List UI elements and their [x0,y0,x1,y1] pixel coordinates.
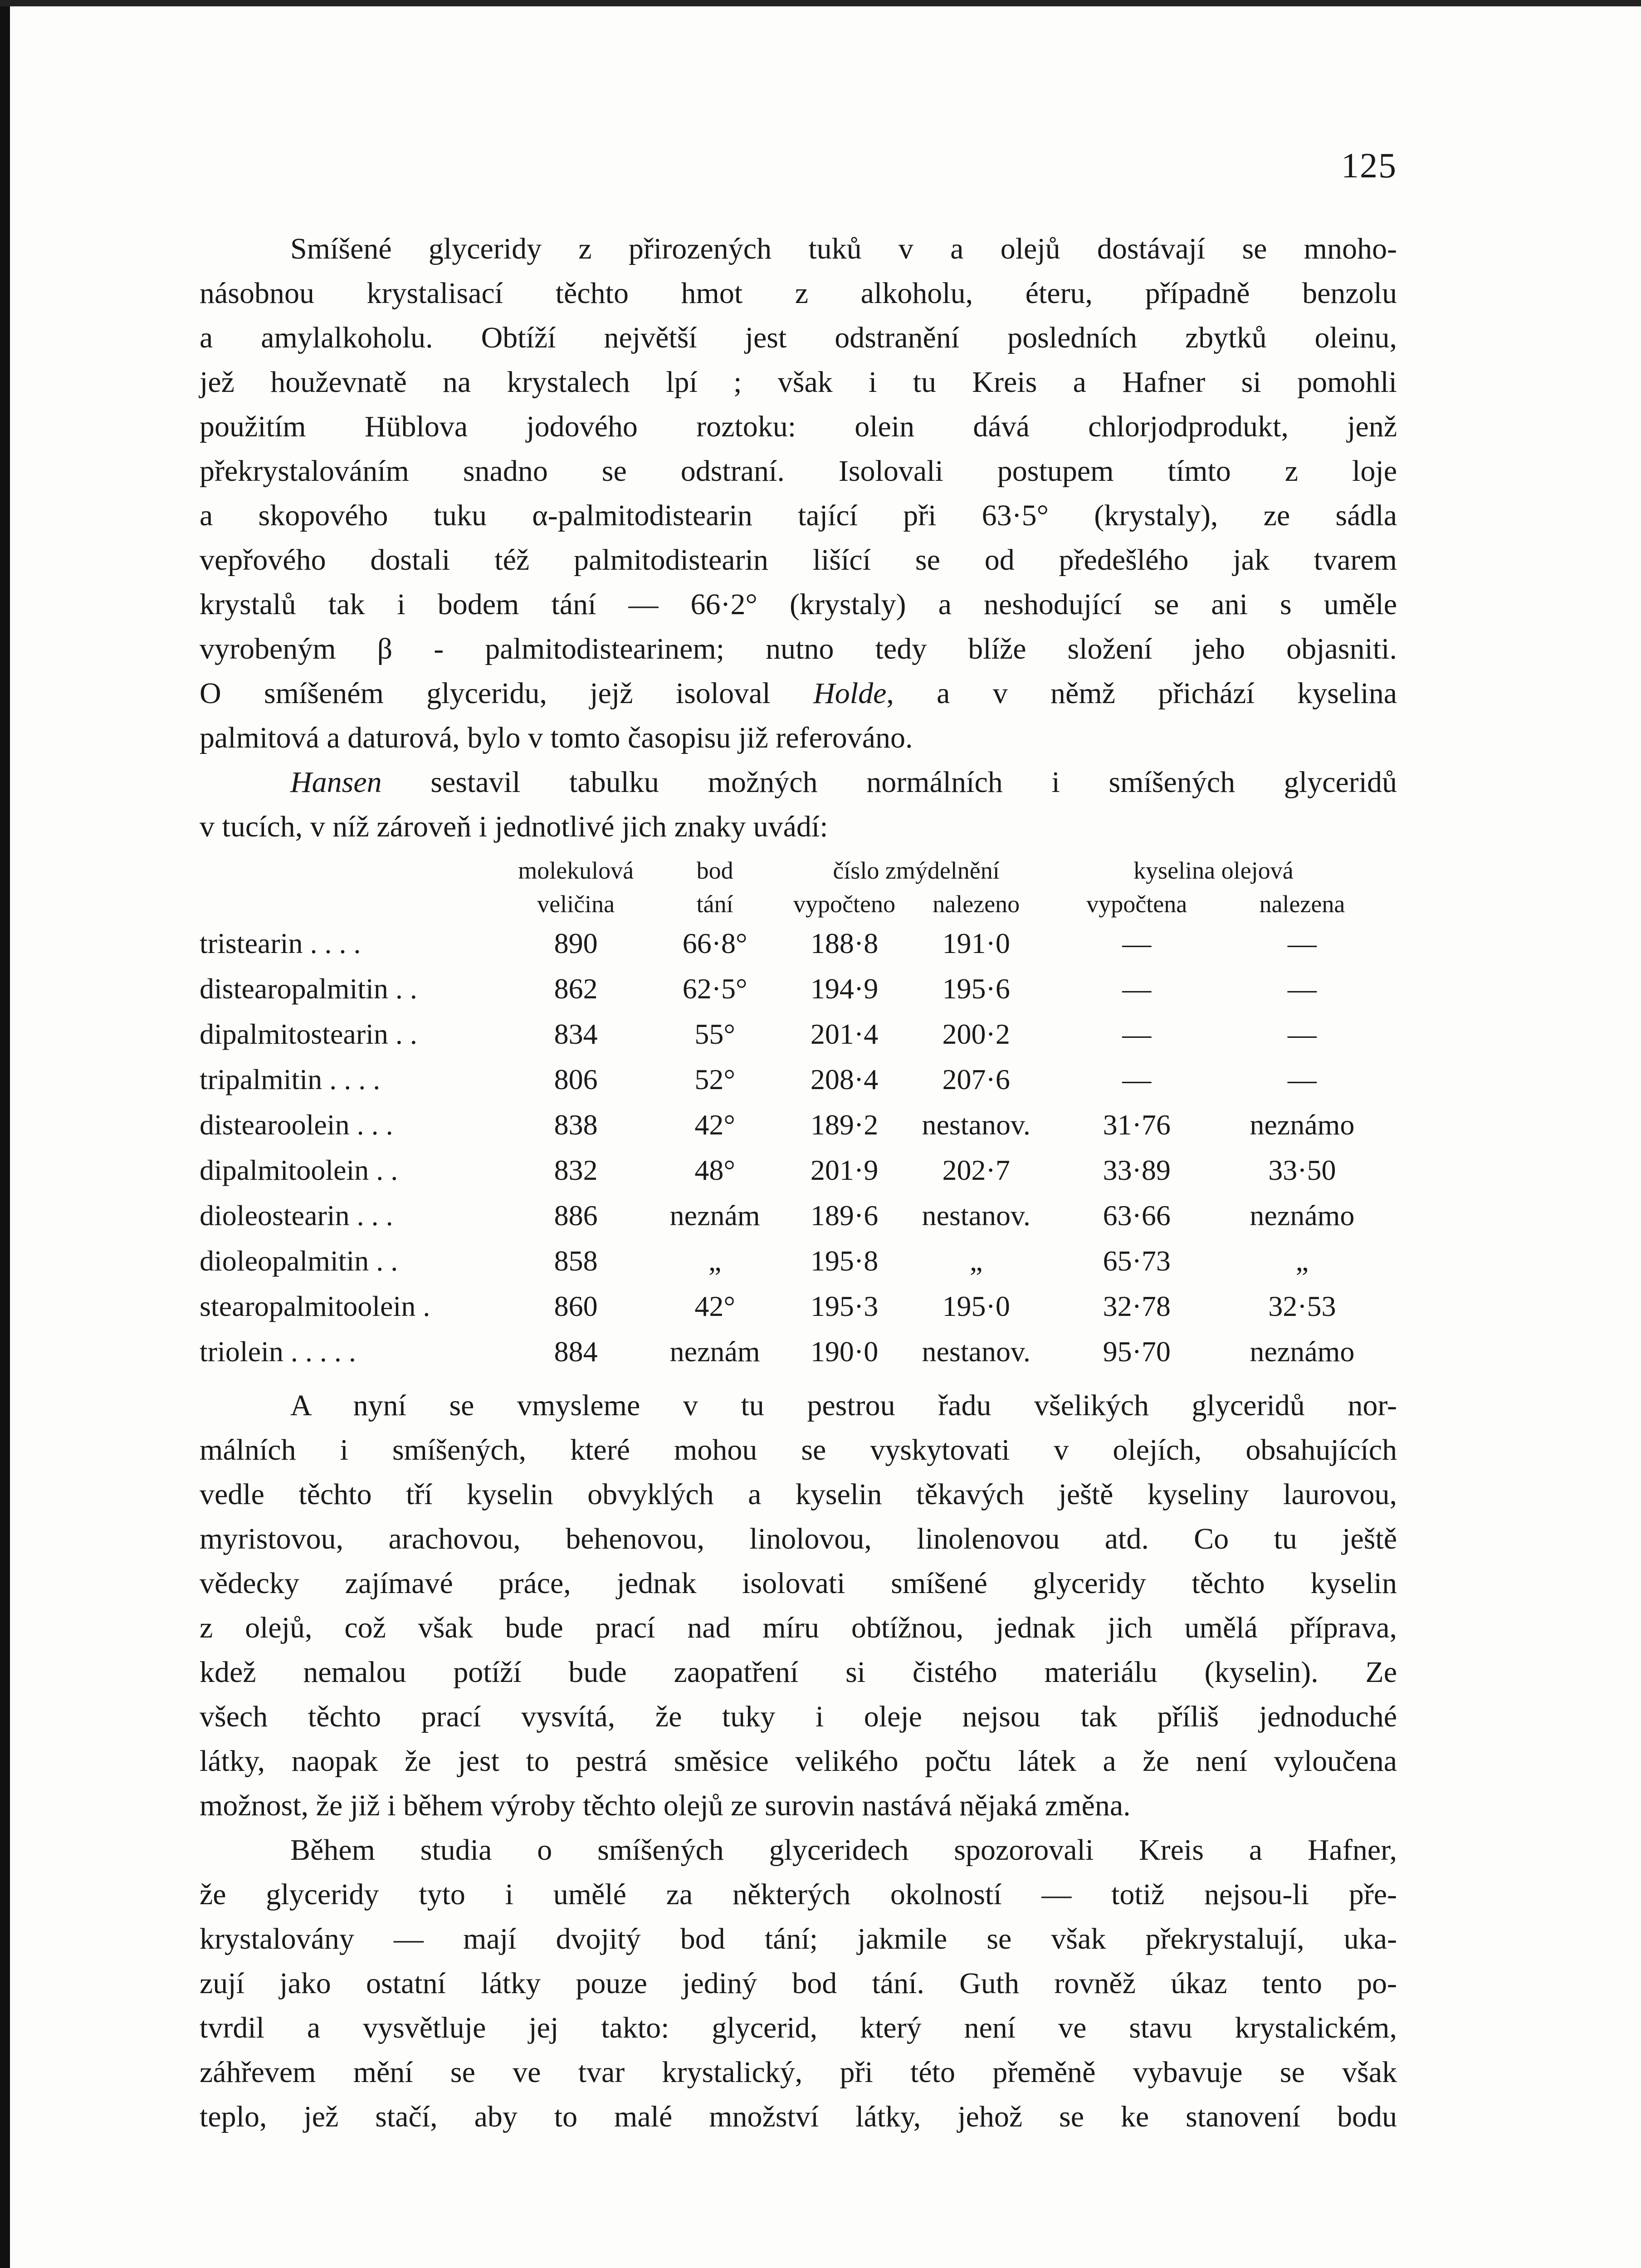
text-line: tvrdil a vysvětluje jej takto: glycerid, který není ve stavu krystalickém, [200,2011,1397,2044]
cell-kvyp: 31·76 [1103,1109,1171,1141]
cell-bod: „ [708,1245,722,1277]
paragraph-3 [200,1383,1397,1828]
cell-nal: 200·2 [942,1018,1010,1050]
subheader-mol: veličina [537,890,615,918]
cell-kvyp: 33·89 [1103,1154,1171,1186]
text-line: použitím Hüblova jodového roztoku: olein dává chlorjodprodukt, jenž [200,410,1397,443]
row-name: dioleostearin . . . [200,1199,393,1232]
text-line: a skopového tuku α-palmitodistearin tající při 63·5° (krystaly), ze sádla [200,499,1397,532]
text-line: krystalovány — mají dvojitý bod tání; jakmile se však překrystalují, uka- [200,1922,1397,1955]
text-line: palmitová a daturová, bylo v tomto časopisu již referováno. [200,721,913,754]
subheader-nalezeno: nalezeno [933,890,1020,918]
table-header-row [200,854,1379,887]
cell-nal: 195·0 [942,1290,1010,1322]
cell-mol: 884 [554,1335,598,1368]
text-line: Smíšené glyceridy z přirozených tuků v a olejů dostávají se mnoho- [290,232,1397,265]
text-line: násobnou krystalisací těchto hmot z alkoholu, éteru, případně benzolu [200,277,1397,310]
table-row [200,1102,1379,1148]
paragraph-2 [200,760,1397,849]
text-run: sestavil tabulku možných normálních i smíšených glyceridů [381,766,1397,799]
row-name: distearoolein . . . [200,1109,393,1141]
cell-nal: nestanov. [922,1335,1031,1368]
subheader-vypoctena: vypočtena [1086,890,1187,918]
cell-vyp: 195·3 [810,1290,879,1322]
text-run: O smíšeném glyceridu, jejž isoloval [200,677,771,710]
cell-bod: 48° [694,1154,735,1186]
cell-nal: 195·6 [942,973,1010,1005]
cell-nal: 207·6 [942,1063,1010,1095]
header-blank [200,887,506,921]
header-blank [200,854,506,887]
cell-kvyp: 95·70 [1103,1335,1171,1368]
author-name: Hansen [290,766,382,799]
paragraph-4 [200,1828,1397,2139]
cell-kvyp: — [1122,1063,1152,1095]
text-line: zují jako ostatní látky pouze jediný bod tání. Guth rovněž úkaz tento po- [200,1967,1397,2000]
cell-mol: 860 [554,1290,598,1322]
cell-kvyp: — [1122,973,1152,1005]
scan-border-left [0,0,10,2268]
text-run: , a v němž přichází kyselina [886,677,1397,710]
cell-vyp: 201·9 [810,1154,879,1186]
text-line: vědecky zajímavé práce, jednak isolovati smíšené glyceridy těchto kyselin [200,1567,1397,1600]
cell-knal: 33·50 [1268,1154,1336,1186]
header-bod: bod [696,857,733,884]
header-cislo: číslo zmýdelnění [833,857,1000,884]
text-line: látky, naopak že jest to pestrá směsice velikého počtu látek a že není vyloučena [200,1745,1397,1778]
cell-vyp: 190·0 [810,1335,879,1368]
row-name: triolein . . . . . [200,1335,356,1368]
cell-bod: 55° [694,1018,735,1050]
text-line: v tucích, v níž zároveň i jednotlivé jich znaky uvádí: [200,810,828,843]
row-name: dipalmitostearin . . [200,1018,417,1050]
cell-vyp: 201·4 [810,1018,879,1050]
table-row [200,921,1379,966]
cell-knal: neznámo [1250,1109,1355,1141]
header-mol: molekulová [518,857,634,884]
text-line: krystalů tak i bodem tání — 66·2° (krystaly) a neshodující se ani s uměle [200,588,1397,621]
text-line: vepřového dostali též palmitodistearin lišící se od předešlého jak tvarem [200,543,1397,577]
text-line [200,760,1397,805]
text-line: vyrobeným β - palmitodistearinem; nutno tedy blíže složení jeho objasniti. [200,632,1397,665]
subheader-nalezena: nalezena [1259,890,1345,918]
cell-nal: nestanov. [922,1109,1031,1141]
cell-mol: 858 [554,1245,598,1277]
cell-bod: neznám [669,1199,760,1232]
cell-vyp: 189·2 [810,1109,879,1141]
table-row [200,1329,1379,1374]
text-line: teplo, jež stačí, aby to malé množství látky, jehož se ke stanovení bodu [200,2100,1397,2133]
row-name: stearopalmitoolein . [200,1290,430,1322]
row-name: dipalmitoolein . . [200,1154,398,1186]
cell-vyp: 208·4 [810,1063,879,1095]
cell-kvyp: — [1122,1018,1152,1050]
page-number: 125 [1341,146,1397,185]
row-name: dioleopalmitin . . [200,1245,398,1277]
author-name: Holde [813,677,887,710]
row-name: distearopalmitin . . [200,973,417,1005]
cell-kvyp: 63·66 [1103,1199,1171,1232]
text-line: jež houževnatě na krystalech lpí ; však i tu Kreis a Hafner si pomohli [200,366,1397,399]
cell-mol: 806 [554,1063,598,1095]
cell-nal: „ [969,1245,983,1277]
text-line: málních i smíšených, které mohou se vyskytovati v olejích, obsahujících [200,1433,1397,1466]
cell-nal: nestanov. [922,1199,1031,1232]
table-row [200,1284,1379,1329]
table-subheader-row [200,887,1379,921]
subheader-vypocteno: vypočteno [793,890,895,918]
cell-mol: 834 [554,1018,598,1050]
cell-mol: 838 [554,1109,598,1141]
cell-knal: — [1287,927,1317,959]
cell-bod: 66·8° [682,927,747,959]
text-line: záhřevem mění se ve tvar krystalický, při této přeměně vybavuje se však [200,2056,1397,2089]
text-line: vedle těchto tří kyselin obvyklých a kyselin těkavých ještě kyseliny laurovou, [200,1478,1397,1511]
cell-bod: 52° [694,1063,735,1095]
row-name: tristearin . . . . [200,927,361,959]
text-line: z olejů, což však bude prací nad míru obtížnou, jednak jich umělá příprava, [200,1611,1397,1644]
text-line: kdež nemalou potíží bude zaopatření si čistého materiálu (kyselin). Ze [200,1656,1397,1689]
cell-vyp: 194·9 [810,973,879,1005]
text-line [200,671,1397,716]
header-kyselina: kyselina olejová [1133,857,1294,884]
glyceride-table [200,854,1379,1374]
text-line: že glyceridy tyto i umělé za některých okolností — totiž nejsou-li pře- [200,1878,1397,1911]
table-row [200,1057,1379,1102]
text-line: A nyní se vmysleme v tu pestrou řadu všelikých glyceridů nor- [290,1389,1397,1422]
text-line: možnost, že již i během výroby těchto olejů ze surovin nastává nějaká změna. [200,1789,1131,1822]
paragraph-1 [200,227,1397,760]
cell-bod: 42° [694,1290,735,1322]
cell-knal: — [1287,1063,1317,1095]
cell-knal: — [1287,973,1317,1005]
cell-bod: 42° [694,1109,735,1141]
text-line: Během studia o smíšených glyceridech spozorovali Kreis a Hafner, [290,1833,1397,1867]
text-line: překrystalováním snadno se odstraní. Isolovali postupem tímto z loje [200,455,1397,488]
table-row [200,966,1379,1012]
cell-mol: 890 [554,927,598,959]
table-row [200,1193,1379,1238]
row-name: tripalmitin . . . . [200,1063,381,1095]
text-line: myristovou, arachovou, behenovou, linolovou, linolenovou atd. Co tu ještě [200,1522,1397,1555]
cell-knal: 32·53 [1268,1290,1336,1322]
table-row [200,1012,1379,1057]
text-line: všech těchto prací vysvítá, že tuky i oleje nejsou tak příliš jednoduché [200,1700,1397,1733]
cell-mol: 862 [554,973,598,1005]
cell-mol: 886 [554,1199,598,1232]
cell-knal: neznámo [1250,1335,1355,1368]
cell-bod: 62·5° [682,973,747,1005]
cell-vyp: 189·6 [810,1199,879,1232]
page-body [200,136,1397,2139]
cell-bod: neznám [669,1335,760,1368]
scan-border-top [0,0,1641,6]
table-row [200,1148,1379,1193]
cell-mol: 832 [554,1154,598,1186]
cell-vyp: 188·8 [810,927,879,959]
cell-kvyp: 65·73 [1103,1245,1171,1277]
cell-knal: neznámo [1250,1199,1355,1232]
cell-vyp: 195·8 [810,1245,879,1277]
cell-nal: 202·7 [942,1154,1010,1186]
cell-knal: — [1287,1018,1317,1050]
text-line: a amylalkoholu. Obtíží největší jest odstranění posledních zbytků oleinu, [200,321,1397,354]
cell-kvyp: 32·78 [1103,1290,1171,1322]
table-row [200,1238,1379,1284]
cell-nal: 191·0 [942,927,1010,959]
cell-knal: „ [1295,1245,1309,1277]
cell-kvyp: — [1122,927,1152,959]
subheader-bod: tání [696,890,733,918]
